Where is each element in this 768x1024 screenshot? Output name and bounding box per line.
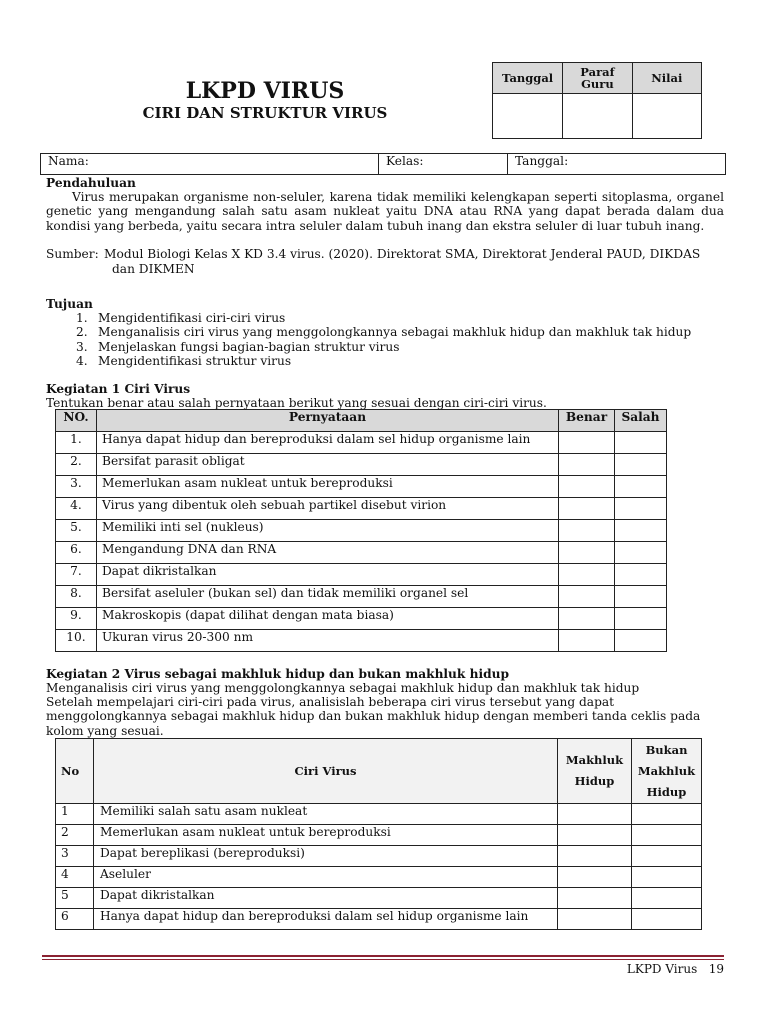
row-number: 5. bbox=[56, 520, 97, 542]
grade-date-cell[interactable] bbox=[493, 94, 563, 139]
activity1-heading: Kegiatan 1 Ciri Virus bbox=[46, 382, 191, 396]
answer-cell-2[interactable] bbox=[615, 476, 667, 498]
answer-cell-2[interactable] bbox=[615, 630, 667, 652]
goal-text: Menjelaskan fungsi bagian-bagian struktur virus bbox=[98, 339, 400, 354]
answer-cell-1[interactable] bbox=[558, 804, 632, 825]
row-number: 2. bbox=[56, 454, 97, 476]
answer-cell-2[interactable] bbox=[615, 564, 667, 586]
row-statement: Aseluler bbox=[94, 867, 558, 888]
answer-cell-1[interactable] bbox=[558, 909, 632, 930]
table-row bbox=[56, 476, 667, 498]
col-header-nonliving: Bukan Makhluk Hidup bbox=[632, 739, 702, 804]
row-statement: Hanya dapat hidup dan bereproduksi dalam sel hidup organisme lain bbox=[94, 909, 558, 930]
activity1-instruction: Tentukan benar atau salah pernyataan berikut yang sesuai dengan ciri-ciri virus. bbox=[46, 396, 547, 410]
table-row bbox=[56, 804, 702, 825]
row-number: 3. bbox=[56, 476, 97, 498]
list-item bbox=[76, 340, 736, 354]
answer-cell-1[interactable] bbox=[558, 888, 632, 909]
identity-row bbox=[40, 153, 726, 175]
goal-text: Menganalisis ciri virus yang menggolongkannya sebagai makhluk hidup dan makhluk tak hidup bbox=[98, 325, 692, 340]
table-row bbox=[56, 586, 667, 608]
goal-text: Mengidentifikasi struktur virus bbox=[98, 353, 292, 368]
intro-body: Virus merupakan organisme non-seluler, karena tidak memiliki kelengkapan seperti sitoplasma, organel genetic yang mengandung salah satu asam nukleat yaitu DNA atau RNA yang dapat berada dalam dua kondisi yang berbeda, yaitu secara intra seluler dalam tubuh inang dan ekstra seluler di luar tubuh inang. bbox=[46, 190, 724, 233]
goal-number: 3. bbox=[76, 339, 88, 354]
answer-cell-2[interactable] bbox=[632, 867, 702, 888]
name-field[interactable]: Nama: bbox=[41, 154, 379, 175]
row-number: 6. bbox=[56, 542, 97, 564]
answer-cell-1[interactable] bbox=[559, 454, 615, 476]
answer-cell-2[interactable] bbox=[615, 432, 667, 454]
worksheet-subtitle: CIRI DAN STRUKTUR VIRUS bbox=[142, 104, 388, 122]
list-item bbox=[76, 311, 736, 325]
row-statement: Mengandung DNA dan RNA bbox=[97, 542, 559, 564]
row-number: 9. bbox=[56, 608, 97, 630]
intro-heading: Pendahuluan bbox=[46, 176, 136, 190]
row-number: 5 bbox=[56, 888, 94, 909]
table-row bbox=[56, 888, 702, 909]
goals-heading: Tujuan bbox=[46, 297, 93, 311]
answer-cell-2[interactable] bbox=[615, 520, 667, 542]
class-field[interactable]: Kelas: bbox=[379, 154, 508, 175]
row-statement: Dapat dikristalkan bbox=[97, 564, 559, 586]
worksheet-title: LKPD VIRUS bbox=[185, 78, 345, 104]
row-statement: Memiliki inti sel (nukleus) bbox=[97, 520, 559, 542]
row-statement: Dapat dikristalkan bbox=[94, 888, 558, 909]
row-statement: Dapat bereplikasi (bereproduksi) bbox=[94, 846, 558, 867]
col-header-true: Benar bbox=[559, 410, 615, 432]
answer-cell-1[interactable] bbox=[559, 476, 615, 498]
grade-box bbox=[492, 62, 702, 139]
grade-signature-cell[interactable] bbox=[563, 94, 632, 139]
row-statement: Ukuran virus 20-300 nm bbox=[97, 630, 559, 652]
table-row bbox=[56, 432, 667, 454]
table-row bbox=[56, 825, 702, 846]
goal-number: 4. bbox=[76, 353, 88, 368]
answer-cell-1[interactable] bbox=[559, 498, 615, 520]
row-statement: Bersifat parasit obligat bbox=[97, 454, 559, 476]
table-row bbox=[56, 498, 667, 520]
answer-cell-2[interactable] bbox=[615, 454, 667, 476]
answer-cell-1[interactable] bbox=[558, 825, 632, 846]
row-number: 2 bbox=[56, 825, 94, 846]
row-number: 1 bbox=[56, 804, 94, 825]
table-row bbox=[56, 909, 702, 930]
goal-number: 1. bbox=[76, 311, 88, 325]
row-number: 6 bbox=[56, 909, 94, 930]
table-row bbox=[56, 454, 667, 476]
answer-cell-2[interactable] bbox=[632, 846, 702, 867]
answer-cell-2[interactable] bbox=[632, 825, 702, 846]
col-header-trait: Ciri Virus bbox=[94, 739, 558, 804]
row-statement: Virus yang dibentuk oleh sebuah partikel disebut virion bbox=[97, 498, 559, 520]
answer-cell-2[interactable] bbox=[615, 498, 667, 520]
answer-cell-2[interactable] bbox=[632, 804, 702, 825]
table-row bbox=[56, 867, 702, 888]
answer-cell-2[interactable] bbox=[632, 888, 702, 909]
source-line-1: Modul Biologi Kelas X KD 3.4 virus. (2020). Direktorat SMA, Direktorat Jenderal PAUD, DIKDAS bbox=[104, 247, 701, 261]
source-label: Sumber: bbox=[46, 247, 99, 261]
activity2-line1: Menganalisis ciri virus yang menggolongkannya sebagai makhluk hidup dan makhluk tak hidup bbox=[46, 681, 640, 695]
row-number: 1. bbox=[56, 432, 97, 454]
table-row bbox=[56, 630, 667, 652]
col-header-false: Salah bbox=[615, 410, 667, 432]
col-header-statement: Pernyataan bbox=[97, 410, 559, 432]
grade-score-header: Nilai bbox=[632, 63, 701, 94]
col-header-no: NO. bbox=[56, 410, 97, 432]
row-number: 3 bbox=[56, 846, 94, 867]
answer-cell-1[interactable] bbox=[558, 846, 632, 867]
col-header-no: No bbox=[56, 739, 94, 804]
source-line-2: dan DIKMEN bbox=[112, 262, 195, 276]
answer-cell-1[interactable] bbox=[559, 630, 615, 652]
answer-cell-1[interactable] bbox=[559, 432, 615, 454]
row-statement: Bersifat aseluler (bukan sel) dan tidak memiliki organel sel bbox=[97, 586, 559, 608]
goals-list bbox=[76, 311, 736, 368]
row-statement: Memiliki salah satu asam nukleat bbox=[94, 804, 558, 825]
row-statement: Memerlukan asam nukleat untuk bereproduksi bbox=[94, 825, 558, 846]
grade-signature-header: Paraf Guru bbox=[563, 63, 632, 94]
page-number: 19 bbox=[708, 962, 724, 976]
footer-rule-thin bbox=[42, 959, 724, 960]
footer-label: LKPD Virus bbox=[626, 962, 698, 976]
row-number: 4. bbox=[56, 498, 97, 520]
answer-cell-2[interactable] bbox=[615, 542, 667, 564]
activity2-heading: Kegiatan 2 Virus sebagai makhluk hidup dan bukan makhluk hidup bbox=[46, 667, 509, 681]
grade-score-cell[interactable] bbox=[632, 94, 701, 139]
table-row bbox=[56, 520, 667, 542]
footer bbox=[560, 962, 724, 976]
col-header-living: Makhluk Hidup bbox=[558, 739, 632, 804]
list-item bbox=[76, 325, 736, 339]
answer-cell-1[interactable] bbox=[559, 520, 615, 542]
answer-cell-2[interactable] bbox=[632, 909, 702, 930]
table-row bbox=[56, 564, 667, 586]
list-item bbox=[76, 354, 736, 368]
answer-cell-2[interactable] bbox=[615, 608, 667, 630]
answer-cell-1[interactable] bbox=[559, 586, 615, 608]
table-row bbox=[56, 542, 667, 564]
row-number: 4 bbox=[56, 867, 94, 888]
table-row bbox=[56, 608, 667, 630]
row-number: 10. bbox=[56, 630, 97, 652]
goal-number: 2. bbox=[76, 325, 88, 340]
row-number: 8. bbox=[56, 586, 97, 608]
row-statement: Memerlukan asam nukleat untuk bereproduksi bbox=[97, 476, 559, 498]
date-field[interactable]: Tanggal: bbox=[508, 154, 726, 175]
footer-rule bbox=[42, 955, 724, 957]
row-statement: Hanya dapat hidup dan bereproduksi dalam sel hidup organisme lain bbox=[97, 432, 559, 454]
answer-cell-1[interactable] bbox=[559, 608, 615, 630]
answer-cell-1[interactable] bbox=[559, 564, 615, 586]
row-number: 7. bbox=[56, 564, 97, 586]
grade-date-header: Tanggal bbox=[493, 63, 563, 94]
answer-cell-1[interactable] bbox=[558, 867, 632, 888]
goal-text: Mengidentifikasi ciri-ciri virus bbox=[98, 311, 286, 325]
activity2-line2: Setelah mempelajari ciri-ciri pada virus, analisislah beberapa ciri virus tersebut yang dapat menggolongkannya sebagai makhluk hidup dan bukan makhluk hidup dengan memberi tanda ceklis pada kolom yang sesuai. bbox=[46, 695, 701, 738]
table-row bbox=[56, 846, 702, 867]
activity1-table bbox=[55, 409, 667, 652]
row-statement: Makroskopis (dapat dilihat dengan mata biasa) bbox=[97, 608, 559, 630]
activity2-table bbox=[55, 738, 702, 930]
answer-cell-1[interactable] bbox=[559, 542, 615, 564]
answer-cell-2[interactable] bbox=[615, 586, 667, 608]
